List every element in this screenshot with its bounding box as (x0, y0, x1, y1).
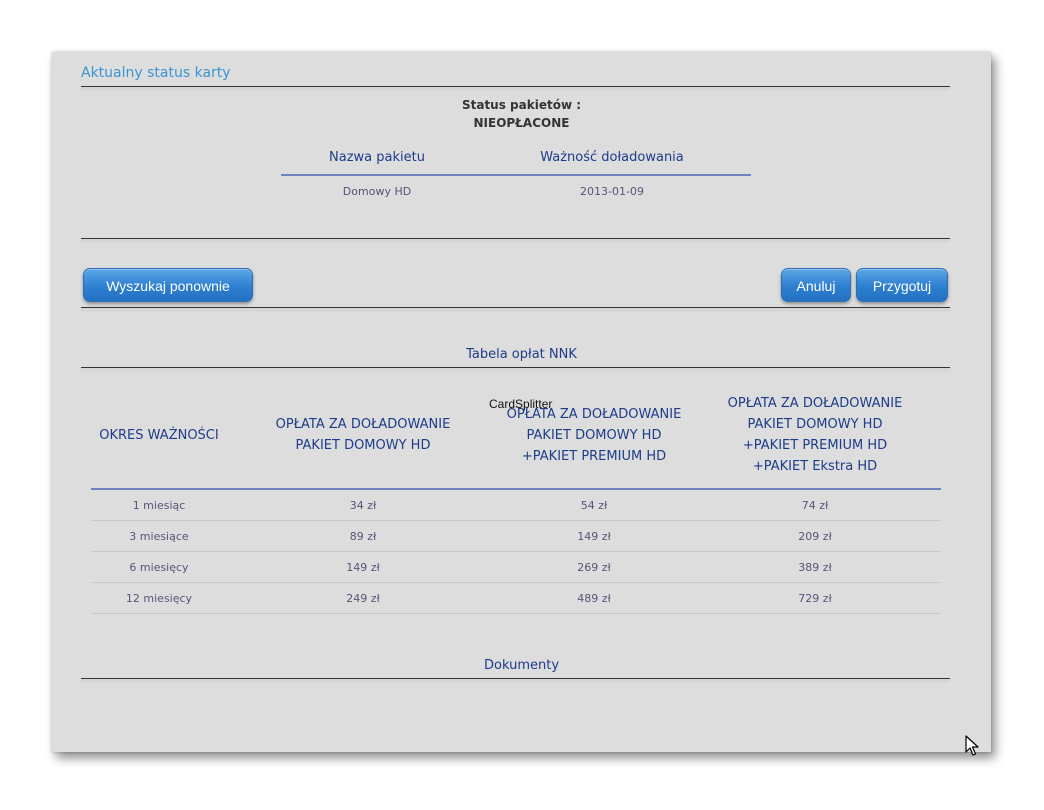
price-cell: 209 zł (798, 529, 832, 543)
fee-caption-divider (81, 367, 950, 368)
column-header-period: OKRES WAŻNOŚCI (99, 427, 219, 443)
price-cell: 54 zł (580, 498, 608, 512)
column-header-domowy-premium: OPŁATA ZA DOŁADOWANIE PAKIET DOMOWY HD +PAKIET PREMIUM HD (506, 406, 682, 464)
status-label: Status pakietów : (461, 98, 582, 112)
mouse-pointer-icon (965, 735, 979, 761)
price-cell: 74 zł (801, 498, 829, 512)
package-table-header (281, 140, 751, 176)
price-cell: 729 zł (798, 591, 832, 605)
price-cell: 34 zł (349, 498, 377, 512)
fee-table-caption: Tabela opłat NNK (466, 347, 577, 362)
package-status-table (281, 140, 751, 206)
prepare-button[interactable]: Przygotuj (856, 268, 948, 302)
period-cell: 1 miesiąc (132, 498, 186, 512)
status-value: NIEOPŁACONE (473, 116, 570, 130)
price-cell: 389 zł (798, 560, 832, 574)
price-cell: 89 zł (349, 529, 377, 543)
section-title: Aktualny status karty (81, 65, 231, 81)
title-divider (81, 86, 950, 87)
table-row (91, 521, 941, 552)
package-name-cell: Domowy HD (342, 184, 412, 198)
price-cell: 489 zł (577, 591, 611, 605)
price-cell: 249 zł (346, 591, 380, 605)
search-again-button[interactable]: Wyszukaj ponownie (83, 268, 253, 302)
cancel-button[interactable]: Anuluj (781, 268, 851, 302)
column-header-domowy-hd: OPŁATA ZA DOŁADOWANIE PAKIET DOMOWY HD (275, 417, 451, 453)
fee-table (91, 382, 941, 614)
period-cell: 12 miesięcy (125, 591, 193, 605)
period-cell: 3 miesiące (129, 529, 189, 543)
card-status-panel (52, 52, 991, 752)
column-header-validity: Ważność doładowania (540, 149, 684, 165)
column-header-domowy-premium-ekstra: OPŁATA ZA DOŁADOWANIE PAKIET DOMOWY HD +PAKIET PREMIUM HD +PAKIET Ekstra HD (727, 396, 903, 474)
table-row (91, 552, 941, 583)
price-cell: 149 zł (577, 529, 611, 543)
table-row (91, 583, 941, 614)
status-divider (81, 238, 950, 239)
documents-divider (81, 678, 950, 679)
table-row (91, 490, 941, 521)
buttons-divider (81, 307, 950, 308)
period-cell: 6 miesięcy (129, 560, 189, 574)
documents-caption: Dokumenty (483, 658, 560, 673)
tooltip: CardSplitter (489, 397, 553, 411)
price-cell: 269 zł (577, 560, 611, 574)
table-row (281, 176, 751, 206)
column-header-package-name: Nazwa pakietu (329, 149, 425, 165)
validity-cell: 2013-01-09 (580, 184, 644, 198)
price-cell: 149 zł (346, 560, 380, 574)
